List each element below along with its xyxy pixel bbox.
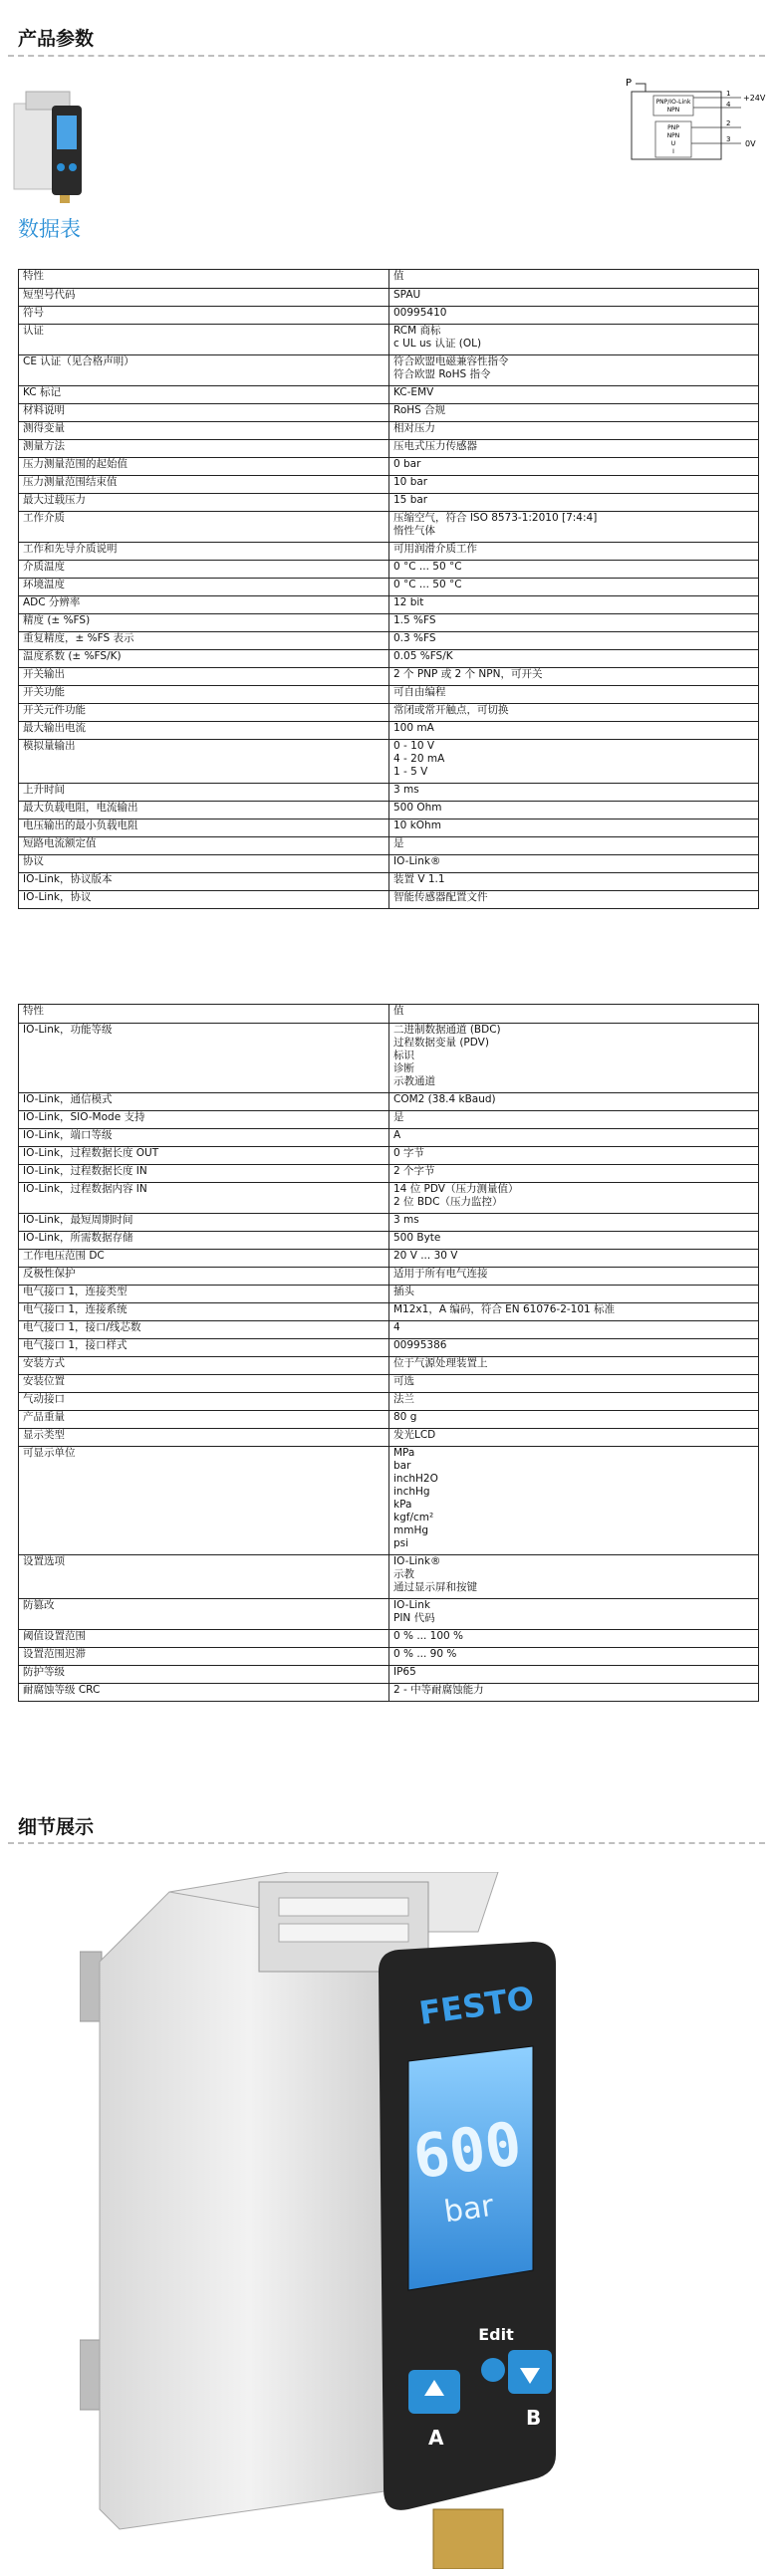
table-row (19, 1024, 759, 1093)
spec-key: IO-Link，通信模式 (19, 1093, 389, 1111)
details-title: 细节展示 (18, 1816, 95, 1838)
table-row (19, 404, 759, 422)
spec-value (389, 1147, 759, 1165)
table-row (19, 579, 759, 596)
spec-key: 开关元件功能 (19, 704, 389, 722)
spec-value (389, 1303, 759, 1321)
table-row (19, 1339, 759, 1357)
spec-value (389, 1214, 759, 1232)
spec-value-line: 通过显示屏和按键 (393, 1581, 477, 1593)
spec-key: 重复精度，± %FS 表示 (19, 632, 389, 650)
spec-value-line: 10 bar (393, 476, 428, 488)
table-row (19, 1447, 759, 1555)
spec-value-line: 插头 (393, 1286, 414, 1297)
diagram-pin-3: 3 (726, 135, 731, 143)
spec-value (389, 722, 759, 740)
spec-value-line: psi (393, 1537, 409, 1549)
spec-value (389, 1375, 759, 1393)
spec-key: 设置范围迟滞 (19, 1648, 389, 1666)
spec-value-line: 二进制数据通道 (BDC) (393, 1024, 501, 1036)
table-row (19, 289, 759, 307)
spec-value-line: 常闭或常开触点，可切换 (393, 704, 509, 716)
table-row (19, 1286, 759, 1303)
spec-key: 安装位置 (19, 1375, 389, 1393)
spec-value (389, 1321, 759, 1339)
spec-value-line: kPa (393, 1499, 412, 1511)
spec-key: IO-Link，SIO-Mode 支持 (19, 1111, 389, 1129)
spec-key: 设置选项 (19, 1555, 389, 1599)
spec-value-line: 符合欧盟电磁兼容性指令 (393, 355, 509, 367)
spec-value (389, 820, 759, 837)
spec-value (389, 579, 759, 596)
table-row (19, 325, 759, 355)
spec-value-line: 适用于所有电气连接 (393, 1268, 488, 1280)
festo-logo: FESTO (416, 1979, 537, 2032)
spec-key: 可显示单位 (19, 1447, 389, 1555)
table-header-row (19, 1005, 759, 1024)
spec-value-line: 00995386 (393, 1339, 447, 1351)
table-row (19, 307, 759, 325)
button-b-label: B (526, 2406, 542, 2430)
spec-value-line: 是 (393, 1111, 404, 1123)
spec-key: IO-Link，协议 (19, 891, 389, 909)
spec-key: 最大输出电流 (19, 722, 389, 740)
spec-value-line: 10 kOhm (393, 820, 441, 831)
spec-value-line: 法兰 (393, 1393, 414, 1405)
spec-key: 环境温度 (19, 579, 389, 596)
spec-key: IO-Link，过程数据内容 IN (19, 1183, 389, 1214)
spec-key: 防护等级 (19, 1666, 389, 1684)
table-row (19, 740, 759, 784)
spec-value-line: 1 - 5 V (393, 766, 428, 778)
button-a-label: A (428, 2426, 444, 2450)
spec-key: 上升时间 (19, 784, 389, 802)
spec-key: 工作和先导介质说明 (19, 543, 389, 561)
table-header-key: 特性 (19, 270, 389, 289)
spec-value (389, 476, 759, 494)
spec-value (389, 1339, 759, 1357)
table-row (19, 704, 759, 722)
table-row (19, 1111, 759, 1129)
spec-value-line: 2 - 中等耐腐蚀能力 (393, 1684, 484, 1696)
spec-value (389, 1555, 759, 1599)
edit-label: Edit (478, 2325, 514, 2344)
spec-value-line: 可选 (393, 1375, 414, 1387)
spec-value (389, 543, 759, 561)
table-row (19, 784, 759, 802)
diagram-box1-line1: PNP/IO-Link (655, 99, 691, 106)
spec-key: IO-Link，功能等级 (19, 1024, 389, 1093)
spec-value-line: IP65 (393, 1666, 416, 1678)
spec-value-line: RCM 商标 (393, 325, 441, 337)
table-row (19, 1214, 759, 1232)
spec-value-line: 12 bit (393, 596, 424, 608)
diagram-box1-line2: NPN (666, 107, 680, 114)
spec-value (389, 325, 759, 355)
spec-value-line: 3 ms (393, 784, 419, 796)
spec-value (389, 596, 759, 614)
spec-value (389, 561, 759, 579)
table-row (19, 476, 759, 494)
spec-value-line: 4 (393, 1321, 400, 1333)
spec-value-line: 标识 (393, 1050, 414, 1061)
spec-key: 电气接口 1，连接类型 (19, 1286, 389, 1303)
spec-key: 耐腐蚀等级 CRC (19, 1684, 389, 1702)
spec-value-line: 是 (393, 837, 404, 849)
table-row (19, 494, 759, 512)
table-row (19, 1303, 759, 1321)
spec-key: 模拟量输出 (19, 740, 389, 784)
diagram-box2-line2: NPN (666, 132, 680, 139)
spec-value-line: 示教 (393, 1568, 414, 1580)
spec-value-line: 相对压力 (393, 422, 435, 434)
spec-value (389, 614, 759, 632)
spec-key: IO-Link，所需数据存储 (19, 1232, 389, 1250)
table-row (19, 1393, 759, 1411)
spec-key: CE 认证（见合格声明） (19, 355, 389, 386)
diagram-p-label: P (626, 78, 633, 89)
table-row (19, 1321, 759, 1339)
spec-value-line: SPAU (393, 289, 421, 301)
details-divider (8, 1842, 765, 1844)
table-row (19, 802, 759, 820)
table-row (19, 596, 759, 614)
spec-value (389, 1666, 759, 1684)
table-row (19, 722, 759, 740)
diagram-box2-line1: PNP (667, 124, 679, 131)
table-row (19, 1666, 759, 1684)
table-row (19, 686, 759, 704)
spec-key: 压力测量范围的起始值 (19, 458, 389, 476)
spec-value-line: 位于气源处理装置上 (393, 1357, 488, 1369)
table-row (19, 458, 759, 476)
spec-key: 反极性保护 (19, 1268, 389, 1286)
diagram-pin-1: 1 (726, 90, 731, 98)
spec-key: 短路电流额定值 (19, 837, 389, 855)
spec-key: IO-Link，端口等级 (19, 1129, 389, 1147)
product-thumbnail[interactable] (12, 88, 84, 205)
spec-key: IO-Link，协议版本 (19, 873, 389, 891)
spec-key: 显示类型 (19, 1429, 389, 1447)
spec-key: 产品重量 (19, 1411, 389, 1429)
spec-value (389, 784, 759, 802)
table-row (19, 891, 759, 909)
spec-value-line: 15 bar (393, 494, 428, 506)
spec-value-line: 0 字节 (393, 1147, 425, 1159)
spec-value (389, 307, 759, 325)
spec-key: 介质温度 (19, 561, 389, 579)
spec-value-line: IO-Link (393, 1599, 430, 1611)
table-row (19, 1129, 759, 1147)
spec-key: 测得变量 (19, 422, 389, 440)
diagram-pin-4: 4 (726, 101, 731, 109)
table-row (19, 837, 759, 855)
table-row (19, 1165, 759, 1183)
spec-key: 压力测量范围结束值 (19, 476, 389, 494)
spec-value-line: 00995410 (393, 307, 447, 319)
spec-key: 气动接口 (19, 1393, 389, 1411)
spec-value-line: 80 g (393, 1411, 417, 1423)
spec-value (389, 740, 759, 784)
table-header-row (19, 270, 759, 289)
spec-value (389, 1429, 759, 1447)
spec-value-line: inchH2O (393, 1473, 438, 1485)
table-row (19, 873, 759, 891)
spec-value (389, 440, 759, 458)
table-row (19, 855, 759, 873)
spec-value-line: 装置 V 1.1 (393, 873, 445, 885)
table-row (19, 561, 759, 579)
table-row (19, 668, 759, 686)
spec-key: ADC 分辨率 (19, 596, 389, 614)
diagram-plus-24v: +24V (743, 94, 766, 103)
spec-key: 符号 (19, 307, 389, 325)
spec-value (389, 404, 759, 422)
table-row (19, 1375, 759, 1393)
table-row (19, 1250, 759, 1268)
circuit-diagram (624, 72, 769, 163)
spec-key: 开关功能 (19, 686, 389, 704)
spec-value (389, 632, 759, 650)
table-row (19, 1183, 759, 1214)
diagram-pin-2: 2 (726, 119, 731, 127)
spec-value (389, 1183, 759, 1214)
spec-value-line: 0 % ... 90 % (393, 1648, 457, 1660)
spec-value (389, 802, 759, 820)
table-row (19, 1648, 759, 1666)
spec-value (389, 289, 759, 307)
m12-connector (433, 2509, 503, 2569)
spec-key: KC 标记 (19, 386, 389, 404)
table-row (19, 1411, 759, 1429)
table-row (19, 1555, 759, 1599)
spec-key: 温度系数 (± %FS/K) (19, 650, 389, 668)
spec-value (389, 1093, 759, 1111)
spec-value-line: PIN 代码 (393, 1612, 435, 1624)
table-row (19, 1268, 759, 1286)
spec-value (389, 704, 759, 722)
table-row (19, 512, 759, 543)
lcd-value: 600 (408, 2108, 526, 2194)
spec-value-line: 诊断 (393, 1062, 414, 1074)
table-row (19, 386, 759, 404)
spec-value-line: 0 bar (393, 458, 421, 470)
spec-value-line: mmHg (393, 1524, 429, 1536)
spec-value (389, 1648, 759, 1666)
table-row (19, 1147, 759, 1165)
spec-value (389, 668, 759, 686)
spec-key: 最大过载压力 (19, 494, 389, 512)
table-row (19, 650, 759, 668)
spec-value (389, 1165, 759, 1183)
spec-value-line: 压缩空气，符合 ISO 8573-1:2010 [7:4:4] (393, 512, 598, 524)
spec-value (389, 1129, 759, 1147)
header-divider (8, 55, 765, 57)
table-row (19, 355, 759, 386)
table-row (19, 632, 759, 650)
spec-key: 阈值设置范围 (19, 1630, 389, 1648)
spec-value-line: 100 mA (393, 722, 434, 734)
spec-value-line: 500 Ohm (393, 802, 442, 814)
spec-value (389, 1684, 759, 1702)
spec-key: 防篡改 (19, 1599, 389, 1630)
spec-key: 工作介质 (19, 512, 389, 543)
table-row (19, 1429, 759, 1447)
spec-value-line: 可自由编程 (393, 686, 446, 698)
spec-key: 电气接口 1，接口样式 (19, 1339, 389, 1357)
spec-value-line: 0 - 10 V (393, 740, 435, 752)
spec-value (389, 1232, 759, 1250)
spec-value (389, 650, 759, 668)
spec-value-line: M12x1，A 编码，符合 EN 61076-2-101 标准 (393, 1303, 616, 1315)
spec-key: 协议 (19, 855, 389, 873)
spec-value-line: 可用润滑介质工作 (393, 543, 477, 555)
table-row (19, 440, 759, 458)
spec-value (389, 1357, 759, 1375)
spec-value (389, 458, 759, 476)
diagram-box2-line3: U (670, 140, 676, 147)
table-row (19, 1630, 759, 1648)
spec-table-2 (18, 1004, 759, 1702)
spec-key: 工作电压范围 DC (19, 1250, 389, 1268)
table-row (19, 1599, 759, 1630)
spec-value-line: 14 位 PDV（压力测量值） (393, 1183, 519, 1195)
table-row (19, 820, 759, 837)
lcd-unit: bar (441, 2188, 496, 2230)
spec-value-line: c UL us 认证 (OL) (393, 338, 482, 350)
table-row (19, 614, 759, 632)
spec-value-line: bar (393, 1460, 411, 1472)
spec-value (389, 1447, 759, 1555)
spec-value-line: COM2 (38.4 kBaud) (393, 1093, 496, 1105)
spec-value (389, 1393, 759, 1411)
spec-key: 最大负载电阻，电流输出 (19, 802, 389, 820)
spec-value (389, 855, 759, 873)
spec-value-line: IO-Link® (393, 1555, 441, 1567)
spec-key: IO-Link，过程数据长度 OUT (19, 1147, 389, 1165)
edit-button[interactable] (481, 2358, 505, 2382)
spec-value-line: IO-Link® (393, 855, 441, 867)
spec-value (389, 873, 759, 891)
table-row (19, 1093, 759, 1111)
spec-key: 材料说明 (19, 404, 389, 422)
spec-key: 开关输出 (19, 668, 389, 686)
spec-value-line: 4 - 20 mA (393, 753, 445, 765)
spec-value-line: 0 % ... 100 % (393, 1630, 464, 1642)
spec-value-line: 3 ms (393, 1214, 419, 1226)
product-photo (80, 1872, 598, 2569)
spec-value-line: 20 V ... 30 V (393, 1250, 458, 1262)
spec-value (389, 512, 759, 543)
spec-key: 电气接口 1，接口/线芯数 (19, 1321, 389, 1339)
spec-value-line: 示教通道 (393, 1075, 435, 1087)
table-row (19, 422, 759, 440)
spec-value-line: 压电式压力传感器 (393, 440, 477, 452)
spec-value-line: 0 °C ... 50 °C (393, 561, 462, 573)
spec-value (389, 386, 759, 404)
spec-value-line: 智能传感器配置文件 (393, 891, 488, 903)
diagram-box2-line4: I (672, 148, 674, 155)
table-header-value: 值 (389, 1005, 759, 1024)
spec-key: 短型号代码 (19, 289, 389, 307)
spec-value-line: inchHg (393, 1486, 430, 1498)
spec-value-line: 1.5 %FS (393, 614, 436, 626)
spec-value-line: 0.05 %FS/K (393, 650, 453, 662)
spec-value (389, 355, 759, 386)
spec-value-line: 2 位 BDC（压力监控） (393, 1196, 503, 1208)
spec-key: IO-Link，最短周期时间 (19, 1214, 389, 1232)
spec-value-line: MPa (393, 1447, 415, 1459)
spec-value-line: 2 个 PNP 或 2 个 NPN，可开关 (393, 668, 543, 680)
table-header-key: 特性 (19, 1005, 389, 1024)
diagram-zero-v: 0V (745, 139, 756, 148)
spec-value-line: 发光LCD (393, 1429, 436, 1441)
spec-value-line: kgf/cm² (393, 1512, 434, 1523)
table-row (19, 1357, 759, 1375)
spec-key: 安装方式 (19, 1357, 389, 1375)
spec-value (389, 1268, 759, 1286)
spec-value-line: 0 °C ... 50 °C (393, 579, 462, 590)
table-row (19, 1232, 759, 1250)
spec-key: IO-Link，过程数据长度 IN (19, 1165, 389, 1183)
spec-key: 电气接口 1，连接系统 (19, 1303, 389, 1321)
spec-value (389, 1411, 759, 1429)
spec-table-1 (18, 269, 759, 909)
spec-key: 电压输出的最小负载电阻 (19, 820, 389, 837)
spec-value (389, 891, 759, 909)
spec-value (389, 1630, 759, 1648)
spec-value (389, 686, 759, 704)
spec-key: 认证 (19, 325, 389, 355)
table-row (19, 543, 759, 561)
page-title: 产品参数 (18, 28, 95, 50)
spec-value (389, 1111, 759, 1129)
spec-value-line: RoHS 合规 (393, 404, 446, 416)
table-header-value: 值 (389, 270, 759, 289)
spec-key: 精度 (± %FS) (19, 614, 389, 632)
spec-value-line: KC-EMV (393, 386, 434, 398)
spec-value-line: 0.3 %FS (393, 632, 436, 644)
spec-value-line: 惰性气体 (393, 525, 435, 537)
spec-value (389, 1599, 759, 1630)
datasheet-link[interactable]: 数据表 (18, 217, 81, 241)
spec-value-line: 2 个字节 (393, 1165, 435, 1177)
spec-value (389, 422, 759, 440)
spec-value (389, 1250, 759, 1268)
table-row (19, 1684, 759, 1702)
spec-key: 测量方法 (19, 440, 389, 458)
spec-value-line: A (393, 1129, 401, 1141)
spec-value (389, 837, 759, 855)
spec-value-line: 符合欧盟 RoHS 指令 (393, 368, 491, 380)
spec-value-line: 过程数据变量 (PDV) (393, 1037, 489, 1049)
spec-value (389, 1286, 759, 1303)
spec-value-line: 500 Byte (393, 1232, 441, 1244)
spec-value (389, 494, 759, 512)
spec-value (389, 1024, 759, 1093)
